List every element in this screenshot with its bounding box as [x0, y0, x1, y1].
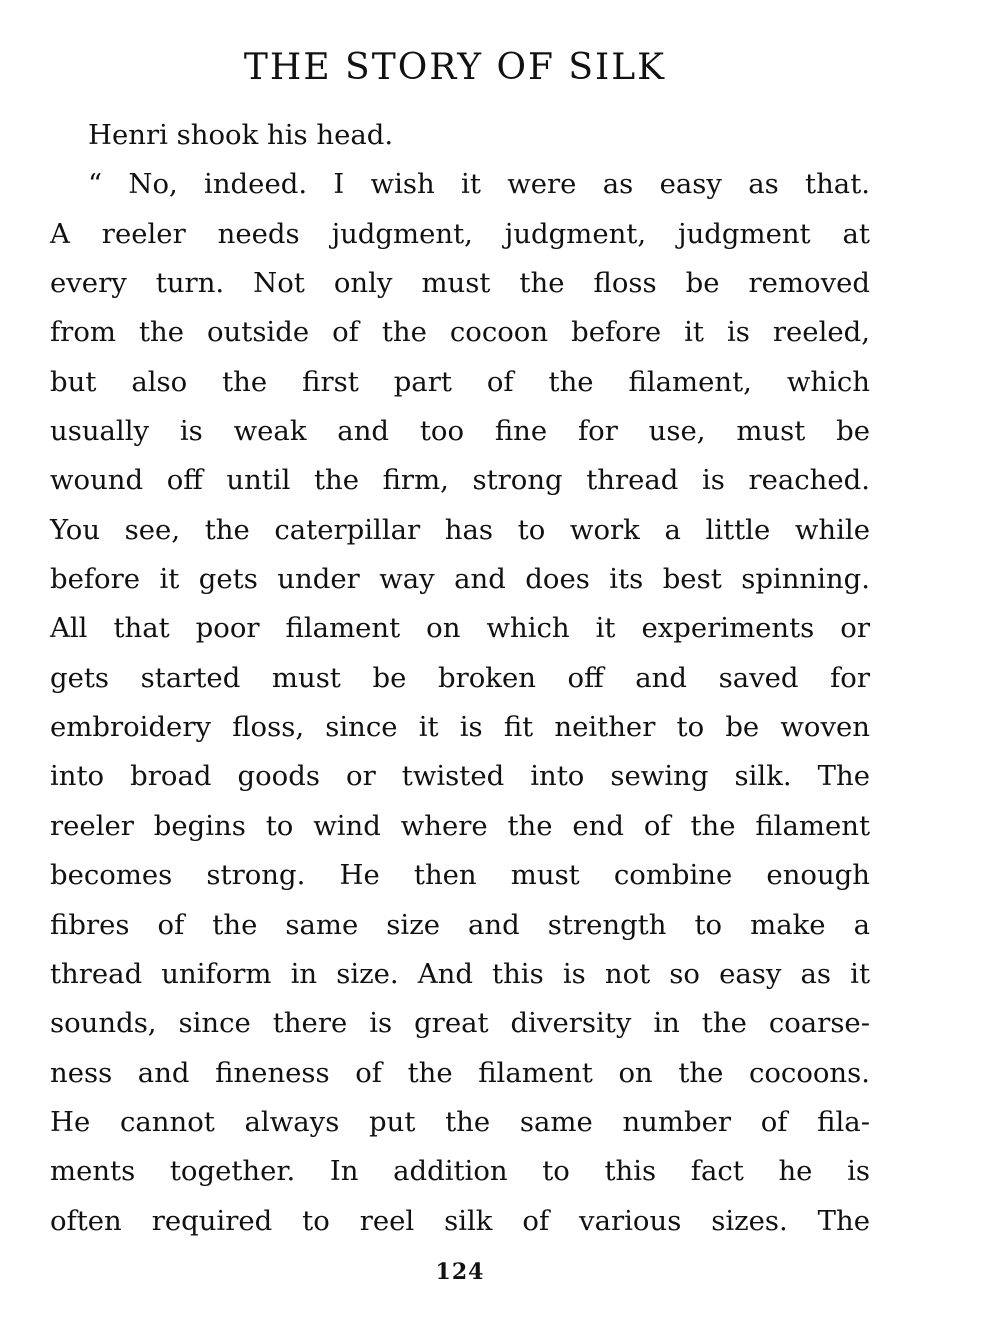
text-line: wound off until the firm, strong thread is reached.: [50, 464, 870, 497]
text-line: ness and fineness of the filament on the cocoons.: [50, 1056, 870, 1089]
text-line: ments together. In addition to this fact he is: [50, 1155, 870, 1188]
text-line: usually is weak and too fine for use, must be: [50, 415, 870, 448]
text-line: You see, the caterpillar has to work a little while: [50, 513, 870, 546]
text-line: He cannot always put the same number of fila-: [50, 1105, 870, 1138]
text-line: Henri shook his head.: [88, 119, 394, 151]
text-line: A reeler needs judgment, judgment, judgment at: [50, 217, 870, 250]
text-line: All that poor filament on which it experiments or: [50, 612, 870, 645]
text-line: but also the first part of the filament, which: [50, 365, 870, 398]
text-line: often required to reel silk of various sizes. The: [50, 1204, 870, 1237]
text-line: sounds, since there is great diversity in the coarse-: [50, 1007, 870, 1040]
body-text: [50, 111, 870, 1246]
page-number: 124: [435, 1259, 485, 1285]
text-line: into broad goods or twisted into sewing silk. The: [50, 760, 870, 793]
text-line: reeler begins to wind where the end of the filament: [50, 809, 870, 842]
text-line: from the outside of the cocoon before it is reeled,: [50, 316, 870, 349]
text-line: becomes strong. He then must combine enough: [50, 859, 870, 892]
text-line: thread uniform in size. And this is not so easy as it: [50, 957, 870, 990]
text-line: every turn. Not only must the floss be removed: [50, 267, 870, 300]
text-line: embroidery floss, since it is fit neither to be woven: [50, 711, 870, 744]
text-line: fibres of the same size and strength to make a: [50, 908, 870, 941]
text-line: gets started must be broken off and saved for: [50, 661, 870, 694]
running-head: THE STORY OF SILK: [243, 47, 667, 88]
text-line: before it gets under way and does its best spinning.: [50, 563, 870, 596]
text-line: “ No, indeed. I wish it were as easy as that.: [88, 168, 870, 201]
